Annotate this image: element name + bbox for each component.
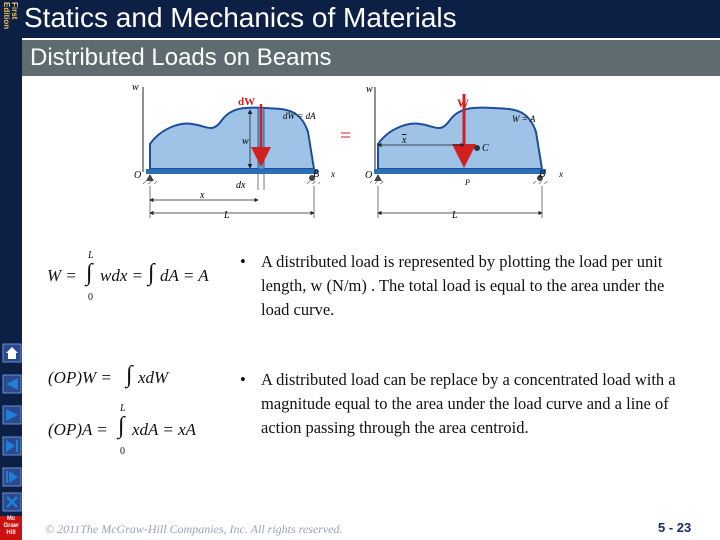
left-beam: [146, 169, 318, 174]
bullet-concentrated-load: [240, 368, 690, 440]
right-x-axis-label: x: [559, 169, 563, 179]
bullet-dot: •: [240, 370, 246, 389]
first-slide-icon[interactable]: [2, 374, 22, 394]
eq1-integral-1: ∫: [86, 260, 93, 286]
eq2-lhs: (OP)W =: [48, 368, 112, 387]
left-O-label: O: [134, 170, 142, 181]
home-icon[interactable]: [2, 343, 22, 363]
next-slide-icon[interactable]: [2, 436, 22, 456]
dW-label: dW: [238, 96, 256, 108]
eq1-part2: dA = A: [160, 266, 209, 285]
x-dim-label: x: [200, 190, 205, 201]
eq1-part1: wdx =: [100, 266, 144, 285]
W-eq-label: W = A: [512, 114, 536, 124]
right-beam-diagram: [365, 84, 563, 221]
eq3-rhs: xdA = xA: [132, 420, 197, 439]
bullet-text-1: A distributed load is represented by plotting the load per unit length, w (N/m) . The total load is equal to the area under the load curve.: [261, 252, 665, 319]
exit-icon[interactable]: [2, 492, 22, 512]
right-B-label: B: [539, 169, 546, 180]
mcgraw-hill-logo: Mc Graw Hill: [0, 516, 22, 540]
eq1-limit-top: L: [88, 250, 94, 261]
C-label: C: [482, 143, 489, 154]
slide-subtitle: Distributed Loads on Beams: [30, 44, 332, 71]
eq2-integral: ∫: [126, 362, 133, 388]
eq1-lhs: W =: [47, 266, 77, 285]
right-L-label: L: [452, 210, 458, 221]
P-label: P: [465, 178, 470, 187]
dx-label: dx: [236, 180, 246, 191]
eq1-integral-2: ∫: [148, 260, 155, 286]
previous-slide-icon[interactable]: [2, 405, 22, 425]
centroid-C: [474, 145, 480, 151]
right-pin-support-O: [374, 174, 382, 181]
copyright-notice: © 2011The McGraw-Hill Companies, Inc. All rights reserved.: [45, 522, 343, 536]
dW-eq-label: dW = dA: [283, 111, 316, 121]
W-label: W: [457, 96, 469, 110]
right-O-label: O: [365, 170, 373, 181]
left-x-axis-label: x: [331, 169, 335, 179]
last-slide-icon[interactable]: [2, 467, 22, 487]
left-B-label: B: [313, 169, 320, 180]
bullet-distributed-load: [240, 250, 690, 322]
edition-line-first: First: [10, 2, 19, 20]
page-number: 5 - 23: [658, 520, 692, 535]
edition-line-edition: Edition: [2, 2, 11, 30]
eq1-limit-bottom: 0: [88, 292, 93, 303]
bullet-dot: •: [240, 252, 246, 271]
left-L-label: L: [224, 210, 230, 221]
left-w-axis-label: w: [132, 82, 139, 93]
eq3-integral: ∫: [118, 413, 125, 439]
w-height-label: w: [242, 136, 249, 147]
distributed-load-figure: [120, 82, 570, 222]
right-beam: [374, 169, 546, 174]
left-pin-support-O: [146, 174, 154, 181]
right-w-axis-label: w: [366, 84, 373, 95]
side-nav-bar: [0, 0, 22, 540]
eq3-limit-bottom: 0: [120, 446, 125, 457]
left-beam-diagram: [132, 82, 335, 221]
edition-label: [0, 0, 22, 44]
equals-sign: =: [340, 125, 352, 147]
eq3-limit-top: L: [120, 403, 126, 414]
eq2-rhs: xdW: [138, 368, 169, 387]
x-bar-label: x: [402, 135, 407, 146]
eq3-lhs: (OP)A =: [48, 420, 108, 439]
bullet-text-2: A distributed load can be replace by a concentrated load with a magnitude equal to the area under the load curve and a line of action passing through the area centroid.: [261, 370, 676, 437]
slide-title: Statics and Mechanics of Materials: [24, 2, 457, 33]
